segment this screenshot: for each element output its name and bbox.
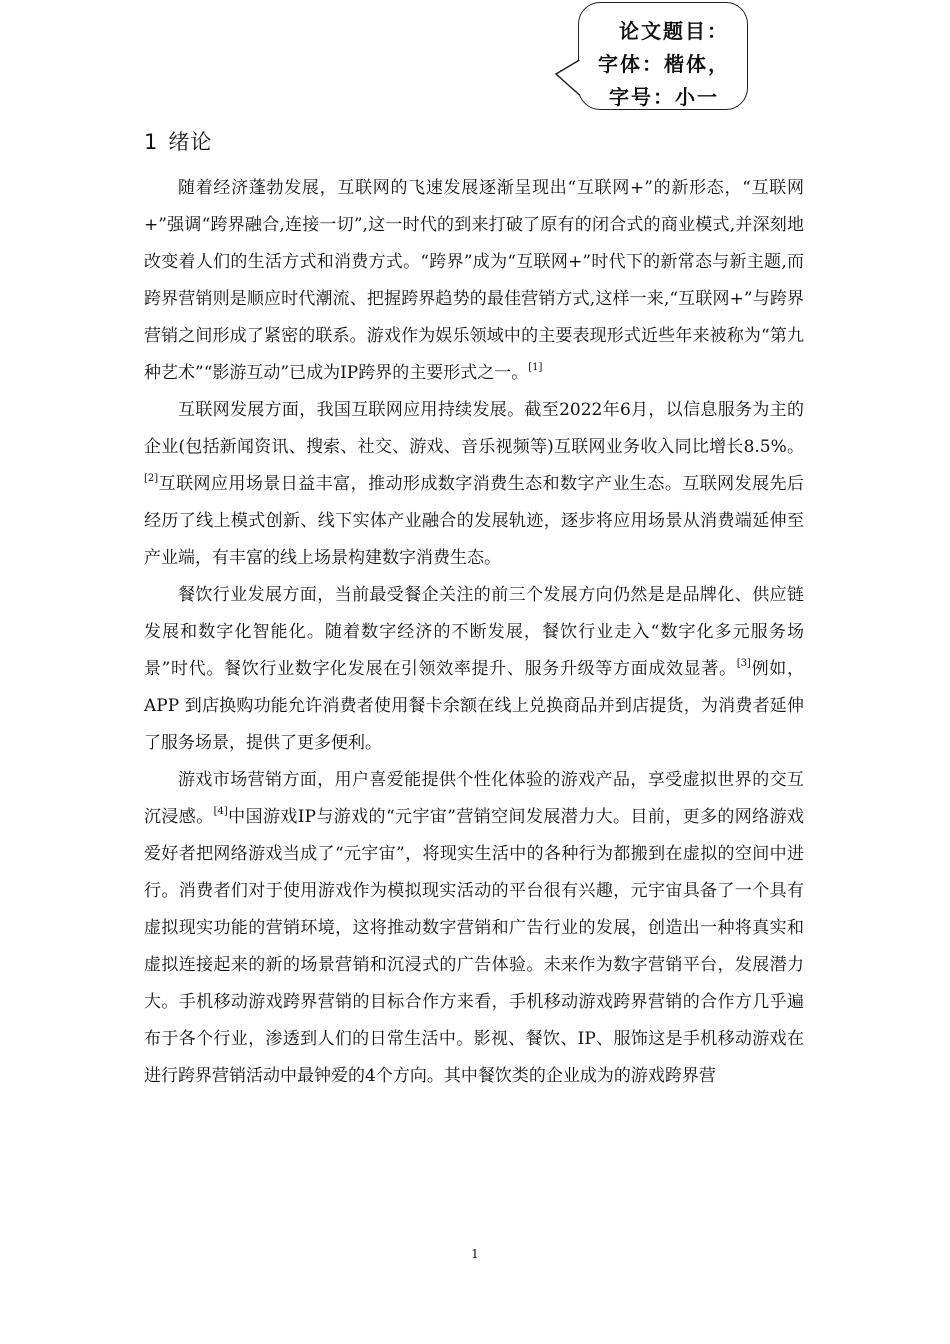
callout-line-font: 字体：楷体， — [598, 52, 730, 76]
annotation-callout — [578, 2, 748, 110]
paragraph-text: 随着经济蓬勃发展，互联网的飞速发展逐渐呈现出“互联网+”的新形态，“互联网+”强调“跨界融合,连接一切”,这一时代的到来打破了原有的闭合式的商业模式,并深刻地改变着人们的生活方式和消费方式。“跨界”成为“互联网+”时代下的新常态与新主题,而跨界营销则是顺应时代潮流、把握跨界趋势的最佳营销方式,这样一来,“互联网+”与跨界营销之间形成了紧密的联系。游戏作为娱乐领域中的主要表现形式近些年来被称为“第九种艺术”“影游互动”已成为IP跨界的主要形式之一。 — [144, 178, 804, 383]
paragraph-text: 例如，APP 到店换购功能允许消费者使用餐卡余额在线上兑换商品并到店提货，为消费者延伸了服务场景，提供了更多便利。 — [144, 659, 804, 753]
paragraph-text: 互联网应用场景日益丰富，推动形成数字消费生态和数字产业生态。互联网发展先后经历了线上模式创新、线下实体产业融合的发展轨迹，逐步将应用场景从消费端延伸至产业端，有丰富的线上场景构建数字消费生态。 — [144, 474, 804, 568]
section-number: 1 — [144, 130, 159, 154]
body-text — [144, 170, 804, 1095]
paragraph-text: 餐饮行业发展方面，当前最受餐企关注的前三个发展方向仍然是是品牌化、供应链发展和数字化智能化。随着数字经济的不断发展，餐饮行业走入“数字化多元服务场景”时代。餐饮行业数字化发展在引领效率提升、服务升级等方面成效显著。 — [144, 585, 804, 679]
section-heading — [144, 126, 212, 158]
paragraph-2 — [144, 392, 804, 577]
paragraph-text: 互联网发展方面，我国互联网应用持续发展。截至2022年6月，以信息服务为主的企业(包括新闻资讯、搜索、社交、游戏、音乐视频等)互联网业务收入同比增长8.5%。 — [144, 400, 804, 457]
section-title: 绪论 — [168, 130, 213, 154]
page-number: 1 — [471, 1247, 479, 1261]
citation-mark: [3] — [736, 658, 751, 669]
callout-line-size: 字号：小一 — [609, 85, 719, 109]
paragraph-4 — [144, 762, 804, 1095]
citation-mark: [2] — [144, 473, 159, 484]
paragraph-text: 游戏市场营销方面，用户喜爱能提供个性化体验的游戏产品，享受虚拟世界的交互沉浸感。 — [144, 770, 804, 827]
paragraph-text: 中国游戏IP与游戏的“元宇宙”营销空间发展潜力大。目前，更多的网络游戏爱好者把网络游戏当成了“元宇宙”，将现实生活中的各种行为都搬到在虚拟的空间中进行。消费者们对于使用游戏作为模拟现实活动的平台很有兴趣，元宇宙具备了一个具有虚拟现实功能的营销环境，这将推动数字营销和广告行业的发展，创造出一种将真实和虚拟连接起来的新的场景营销和沉浸式的广告体验。未来作为数字营销平台，发展潜力大。手机移动游戏跨界营销的目标合作方来看，手机移动游戏跨界营销的合作方几乎遍布于各个行业，渗透到人们的日常生活中。影视、餐饮、IP、服饰这是手机移动游戏在进行跨界营销活动中最钟爱的4个方向。其中餐饮类的企业成为的游戏跨界营 — [144, 807, 804, 1086]
paragraph-1 — [144, 170, 804, 392]
callout-line-title: 论文题目： — [619, 19, 729, 43]
paragraph-3 — [144, 577, 804, 762]
citation-mark: [1] — [528, 362, 543, 373]
citation-mark: [4] — [213, 806, 228, 817]
